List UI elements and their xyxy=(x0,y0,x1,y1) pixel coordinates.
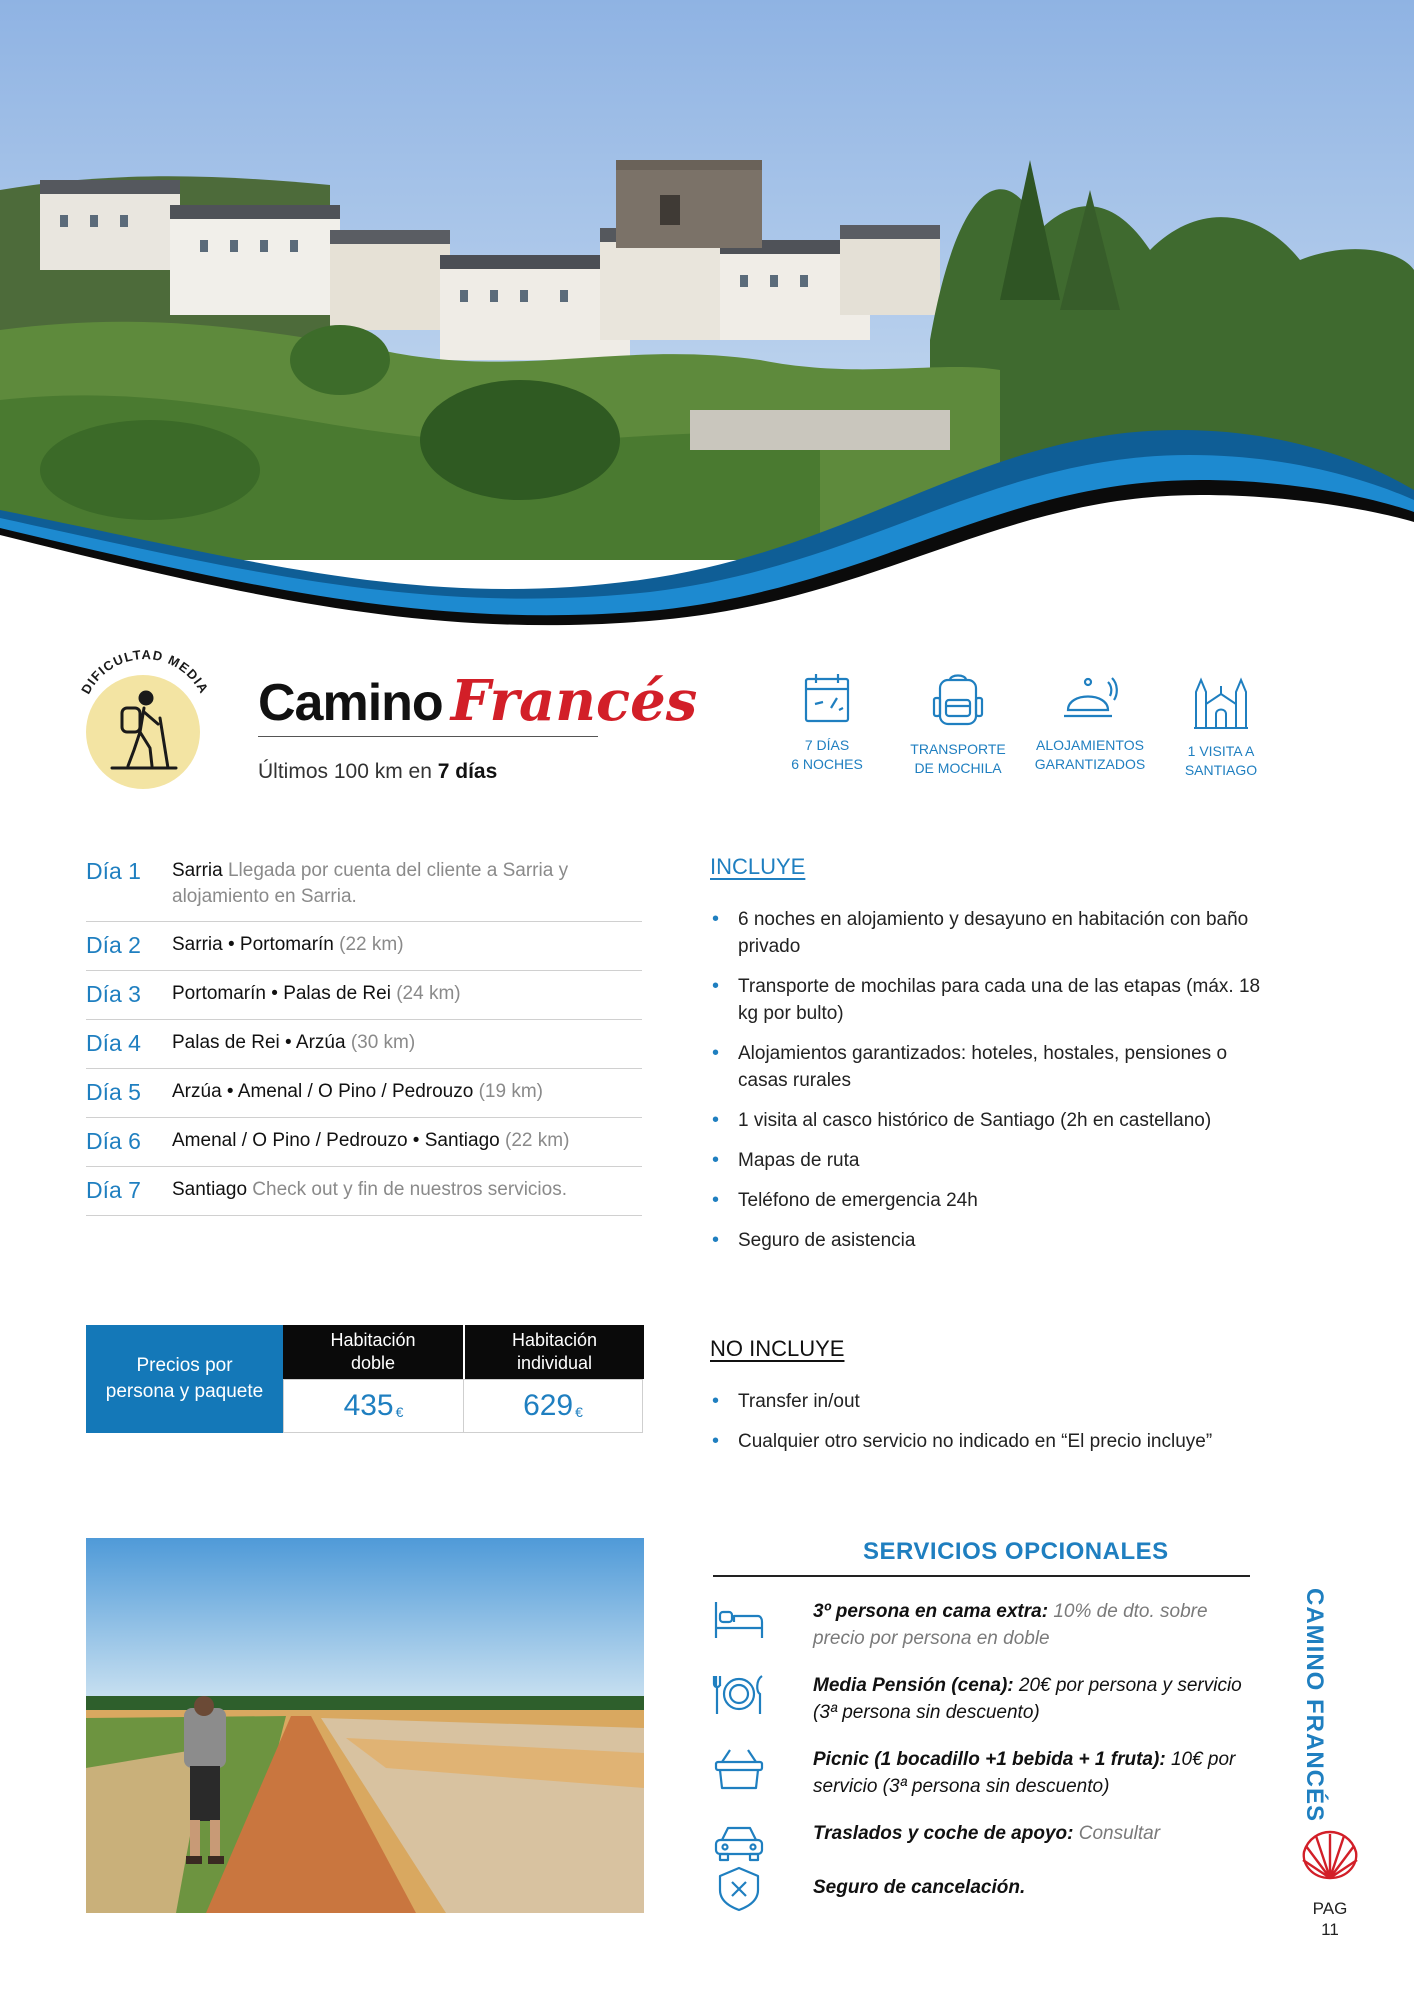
svg-text:DIFICULTAD MEDIA: DIFICULTAD MEDIA xyxy=(78,650,212,697)
currency-symbol: € xyxy=(395,1404,404,1420)
day-label: Día 3 xyxy=(86,981,141,1007)
currency-symbol: € xyxy=(575,1404,583,1420)
price-value-double xyxy=(283,1379,464,1433)
double-line2: doble xyxy=(350,1353,396,1373)
price-header-double xyxy=(283,1325,463,1379)
day-place: Palas de Rei • Arzúa xyxy=(172,1032,346,1053)
day-note: Check out y fin de nuestros servicios. xyxy=(252,1179,567,1200)
car-icon xyxy=(712,1820,766,1866)
calendar-icon xyxy=(803,672,851,724)
day-label: Día 4 xyxy=(86,1030,141,1056)
title-main: Camino xyxy=(258,674,443,732)
feature-lodging xyxy=(1030,672,1150,774)
plate-cutlery-icon xyxy=(712,1672,766,1718)
day-place: Santiago xyxy=(172,1179,248,1200)
optional-key: Media Pensión (cena): xyxy=(813,1675,1014,1696)
feature-backpack-line2: DE MOCHILA xyxy=(914,760,1002,776)
hero-village-image xyxy=(0,0,1414,630)
list-item: • 1 visita al casco histórico de Santiago (2h en castellano) xyxy=(710,1107,1270,1134)
vertical-label-text: CAMINO FRANCÉS xyxy=(1301,1588,1328,1822)
list-item: • Cualquier otro servicio no indicado en “El precio incluye” xyxy=(710,1428,1270,1455)
bed-icon xyxy=(712,1598,766,1644)
price-single-amount: 629 xyxy=(523,1389,574,1422)
itinerary-row xyxy=(86,971,642,1020)
not-includes-heading: NO INCLUYE xyxy=(710,1336,845,1361)
day-label: Día 2 xyxy=(86,932,141,958)
feature-lodging-line1: ALOJAMIENTOS xyxy=(1036,737,1144,753)
feature-lodging-line2: GARANTIZADOS xyxy=(1034,756,1146,772)
feature-visit xyxy=(1161,672,1281,780)
price-table xyxy=(86,1325,643,1433)
feature-backpack-line1: TRANSPORTE xyxy=(910,741,1006,757)
picnic-basket-icon xyxy=(712,1746,766,1792)
day-label: Día 5 xyxy=(86,1079,141,1105)
pilgrim-photo xyxy=(86,1538,644,1913)
includes-list xyxy=(710,906,1270,1267)
page-number-value: 11 xyxy=(1321,1920,1339,1939)
page-number xyxy=(1296,1898,1364,1940)
list-item: • Mapas de ruta xyxy=(710,1147,1270,1174)
day-label: Día 1 xyxy=(86,858,141,884)
day-place: Portomarín • Palas de Rei xyxy=(172,983,391,1004)
day-label: Día 6 xyxy=(86,1128,141,1154)
itinerary-list xyxy=(86,848,642,1216)
itinerary-row xyxy=(86,1020,642,1069)
optional-key: 3º persona en cama extra: xyxy=(813,1601,1049,1622)
shield-icon xyxy=(712,1866,766,1912)
day-note: (22 km) xyxy=(339,934,404,955)
optional-heading: SERVICIOS OPCIONALES xyxy=(863,1538,1169,1565)
price-label xyxy=(86,1325,283,1433)
optional-rule xyxy=(713,1575,1250,1577)
itinerary-row xyxy=(86,848,642,922)
single-line2: individual xyxy=(516,1353,593,1373)
optional-rest: 10€ por servicio (3ª persona sin descuento) xyxy=(813,1749,1236,1797)
page-label: PAG xyxy=(1312,1899,1348,1918)
feature-days-line1: 7 DÍAS xyxy=(804,737,850,753)
single-line1: Habitación xyxy=(511,1330,598,1350)
subtitle-bold: 7 días xyxy=(437,760,498,783)
day-note: Llegada por cuenta del cliente a Sarria y alojamiento en Sarria. xyxy=(172,860,569,907)
list-item: • Transfer in/out xyxy=(710,1388,1270,1415)
day-place: Arzúa • Amenal / O Pino / Pedrouzo xyxy=(172,1081,474,1102)
backpack-icon xyxy=(932,672,984,728)
itinerary-row xyxy=(86,1118,642,1167)
list-item: • Teléfono de emergencia 24h xyxy=(710,1187,1270,1214)
price-label-line1: Precios por xyxy=(136,1355,233,1376)
title-script: Francés xyxy=(450,668,698,734)
itinerary-row xyxy=(86,1167,642,1216)
day-place: Sarria • Portomarín xyxy=(172,934,334,955)
day-note: (30 km) xyxy=(350,1032,416,1053)
double-line1: Habitación xyxy=(330,1330,416,1350)
day-note: (19 km) xyxy=(478,1081,543,1102)
not-includes-list xyxy=(710,1388,1270,1468)
optional-key: Picnic (1 bocadillo +1 bebida + 1 fruta): xyxy=(813,1749,1166,1770)
feature-visit-line1: 1 VISITA A xyxy=(1187,743,1255,759)
price-value-single xyxy=(463,1379,643,1433)
scallop-shell-icon xyxy=(1298,1830,1362,1882)
price-label-line2: persona y paquete xyxy=(105,1381,264,1402)
optional-note: Consultar xyxy=(1078,1823,1161,1844)
feature-days xyxy=(767,672,887,774)
day-place: Sarria xyxy=(172,860,223,881)
vertical-label xyxy=(1296,1588,1332,1822)
subtitle-prefix: Últimos 100 km en xyxy=(258,760,432,783)
price-header-single xyxy=(464,1325,644,1379)
optional-key: Traslados y coche de apoyo: xyxy=(813,1823,1074,1844)
optional-key: Seguro de cancelación. xyxy=(813,1877,1026,1898)
list-item: • 6 noches en alojamiento y desayuno en habitación con baño privado xyxy=(710,906,1270,960)
title-underline xyxy=(258,736,598,737)
price-double-amount: 435 xyxy=(343,1389,394,1422)
feature-visit-line2: SANTIAGO xyxy=(1184,762,1258,778)
cathedral-icon xyxy=(1192,672,1250,730)
reception-bell-icon xyxy=(1062,672,1118,724)
subtitle xyxy=(258,760,497,784)
optional-rest: 20€ por persona y servicio (3ª persona sin descuento) xyxy=(813,1675,1242,1723)
itinerary-row xyxy=(86,922,642,971)
day-label: Día 7 xyxy=(86,1177,141,1203)
page-title xyxy=(258,668,698,738)
feature-days-line2: 6 NOCHES xyxy=(791,756,863,772)
list-item: • Alojamientos garantizados: hoteles, hostales, pensiones o casas rurales xyxy=(710,1040,1270,1094)
hiker-icon xyxy=(106,688,180,772)
day-note: (22 km) xyxy=(505,1130,570,1151)
itinerary-row xyxy=(86,1069,642,1118)
includes-heading: INCLUYE xyxy=(710,854,806,879)
feature-backpack xyxy=(898,672,1018,778)
day-note: (24 km) xyxy=(396,983,461,1004)
optional-note: 10% de dto. sobre precio por persona en doble xyxy=(813,1601,1208,1649)
list-item: • Seguro de asistencia xyxy=(710,1227,1270,1254)
day-place: Amenal / O Pino / Pedrouzo • Santiago xyxy=(172,1130,500,1151)
list-item: • Transporte de mochilas para cada una de las etapas (máx. 18 kg por bulto) xyxy=(710,973,1270,1027)
